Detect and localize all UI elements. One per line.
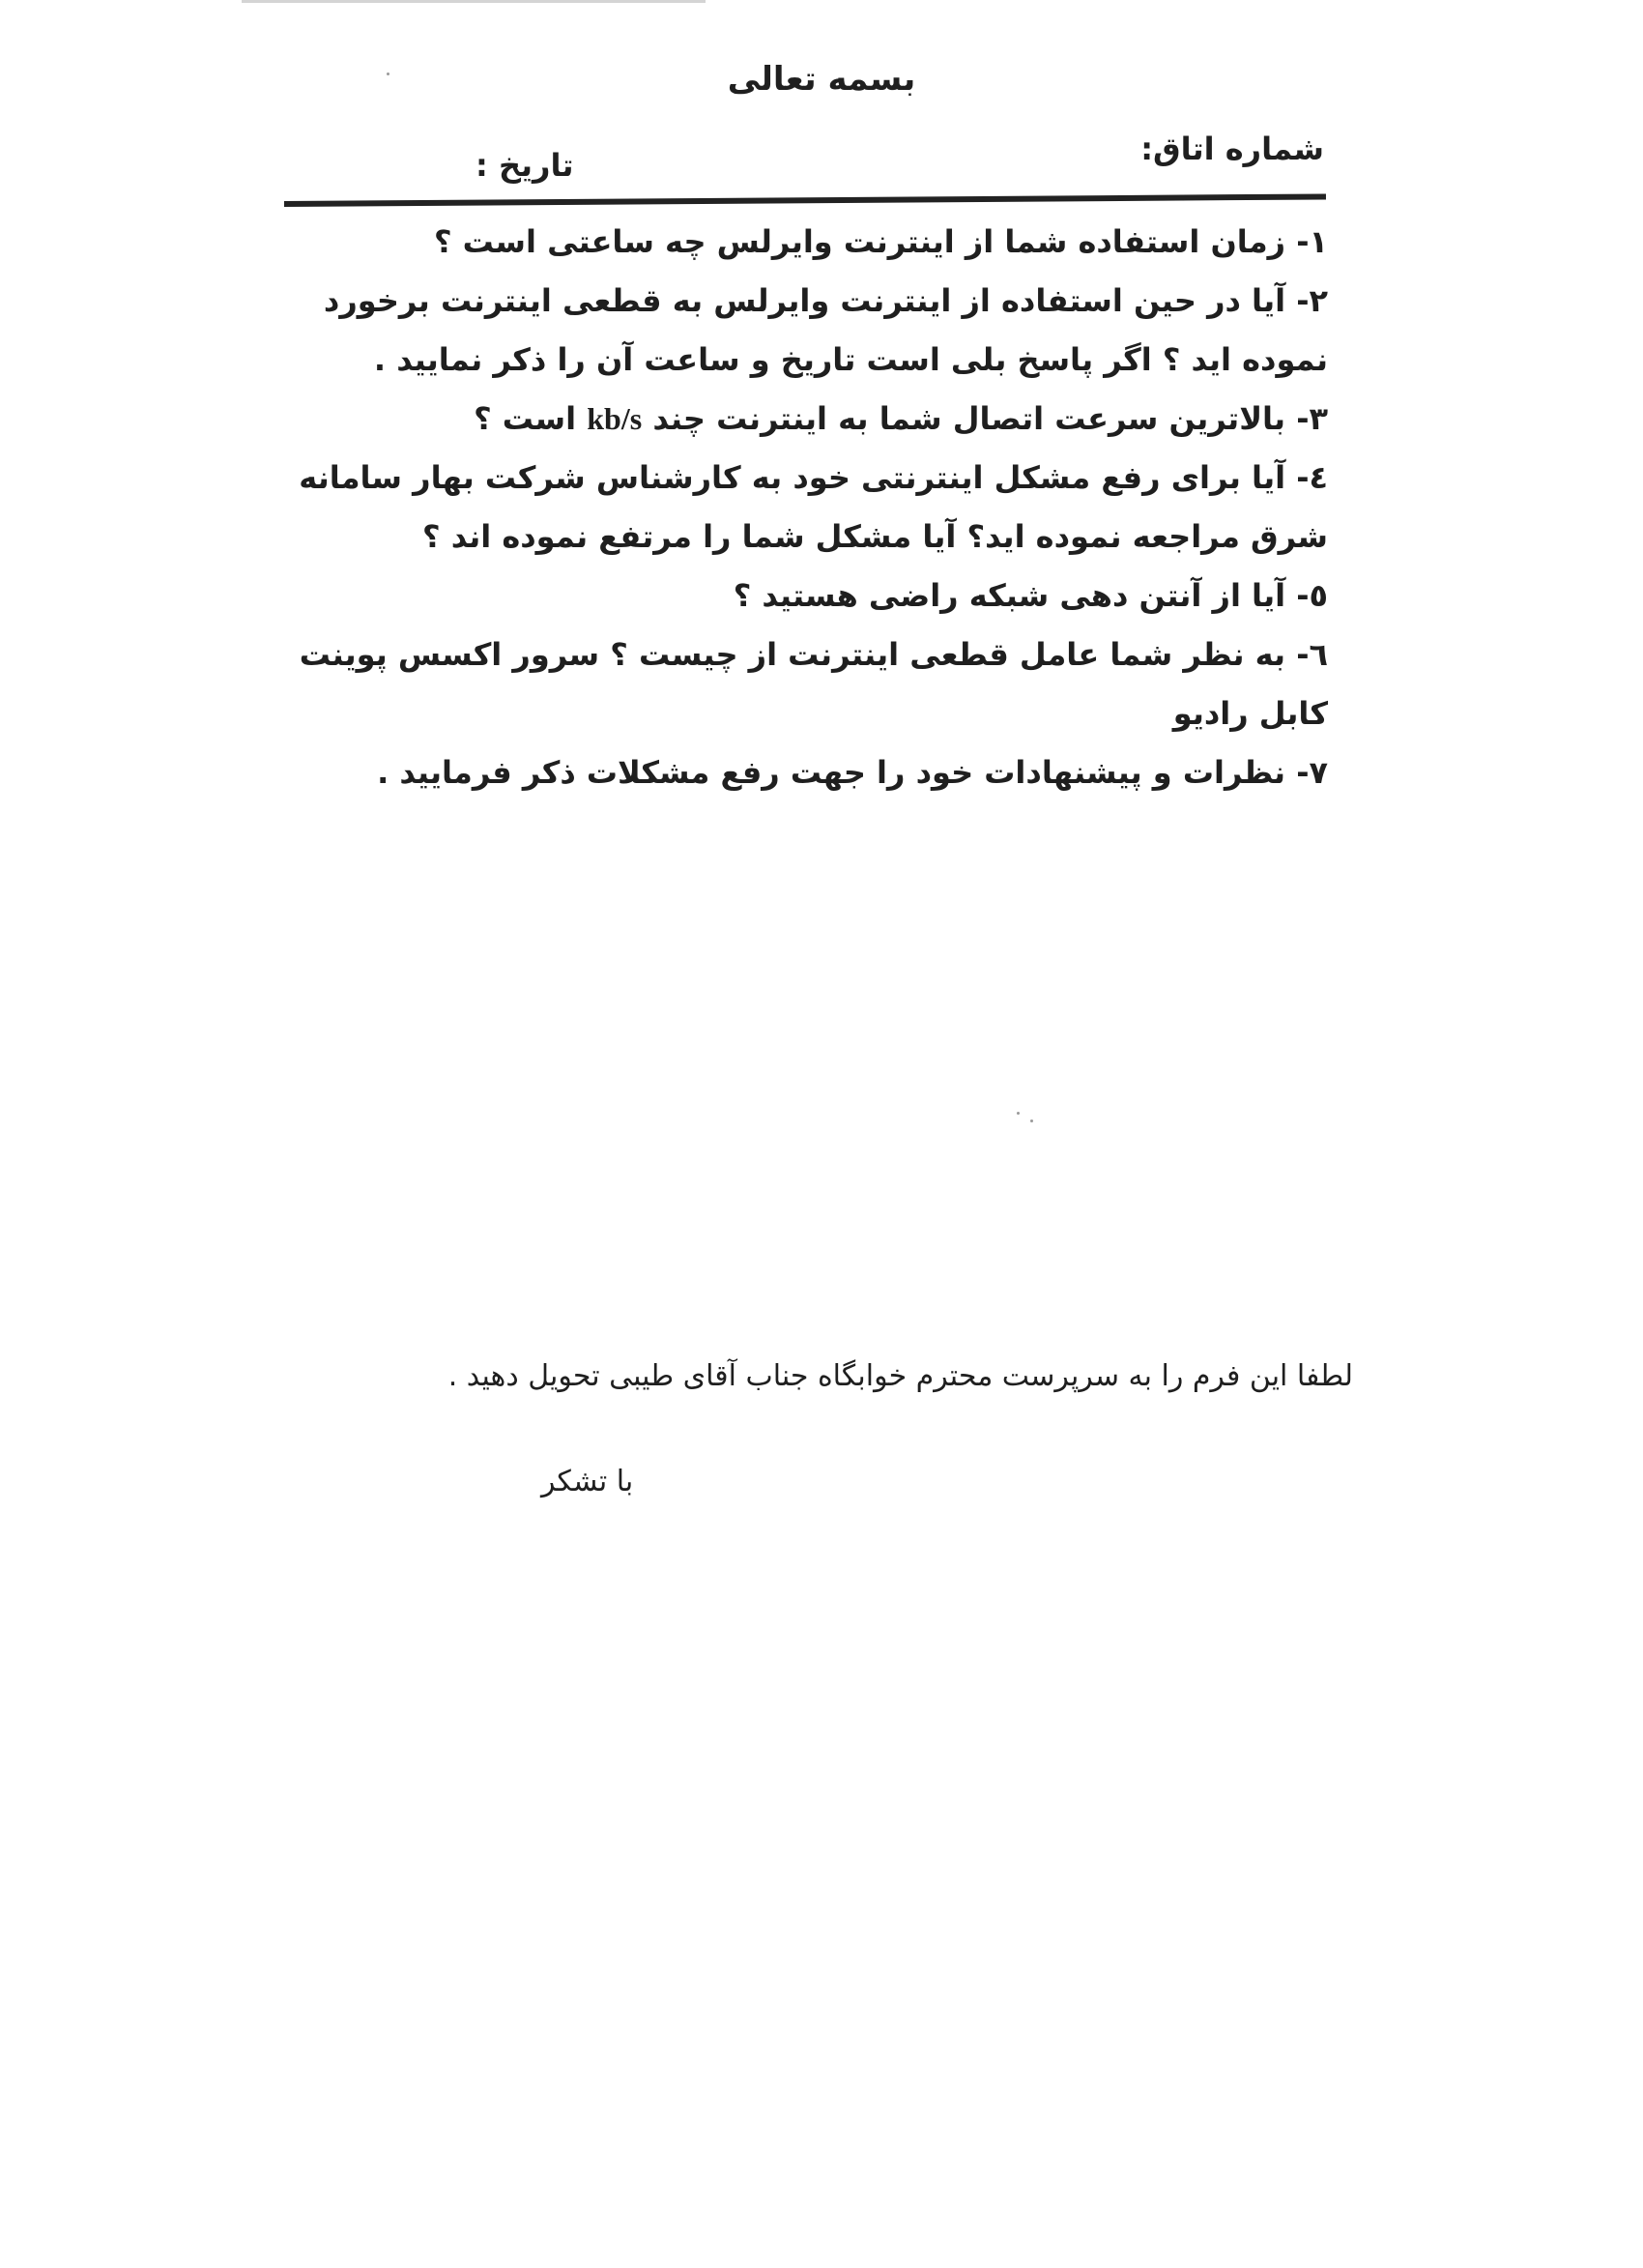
- question-item-3: [284, 390, 1328, 449]
- room-number-label: شماره اتاق:: [1140, 131, 1324, 167]
- question-item-5: [284, 567, 1328, 625]
- question-number: ۷ -: [1285, 754, 1328, 791]
- question-text-end: است ؟: [474, 400, 577, 437]
- question-item-1: [284, 213, 1328, 272]
- scan-speck: [1017, 1112, 1020, 1115]
- question-number: ٦ -: [1285, 636, 1328, 673]
- scan-speck: [1030, 1119, 1033, 1122]
- question-number: ٤ -: [1285, 459, 1328, 496]
- question-text: آیا از آنتن دهی شبکه راضی هستید ؟: [733, 577, 1286, 614]
- question-text: به نظر شما عامل قطعی اینترنت از چیست ؟ سرور اکسس پوینت کابل رادیو: [299, 636, 1328, 732]
- question-item-2: [284, 272, 1328, 390]
- submission-note: لطفا این فرم را به سرپرست محترم خوابگاه جناب آقای طیبی تحویل دهید .: [447, 1359, 1353, 1393]
- speed-unit: kb/s: [587, 401, 643, 436]
- question-number: ۳ -: [1285, 400, 1328, 437]
- date-label: تاریخ :: [476, 147, 574, 184]
- question-text: آیا در حین استفاده از اینترنت وایرلس به قطعی اینترنت برخورد نموده اید ؟ اگر پاسخ بلی است تاریخ و ساعت آن را ذکر نمایید .: [323, 282, 1328, 378]
- question-item-6: [284, 625, 1328, 743]
- question-list: [284, 213, 1328, 802]
- question-number: ۱ -: [1285, 223, 1328, 260]
- document-heading: بسمه تعالی: [727, 60, 916, 99]
- question-text: بالاترین سرعت اتصال شما به اینترنت چند: [652, 400, 1286, 437]
- header-divider: [284, 193, 1326, 207]
- question-text: آیا برای رفع مشکل اینترنتی خود به کارشناس شرکت بهار سامانه شرق مراجعه نموده اید؟ آیا مشکل شما را مرتفع نموده اند ؟: [299, 459, 1328, 555]
- question-number: ۲ -: [1285, 282, 1328, 319]
- question-item-7: [284, 743, 1328, 802]
- question-text: نظرات و پیشنهادات خود را جهت رفع مشکلات ذکر فرمایید .: [377, 754, 1286, 791]
- scan-speck: [387, 73, 389, 75]
- scan-top-edge: [242, 0, 706, 3]
- question-text: زمان استفاده شما از اینترنت وایرلس چه ساعتی است ؟: [433, 223, 1286, 260]
- question-item-4: [284, 449, 1328, 567]
- question-number: ٥ -: [1285, 577, 1328, 614]
- closing-thanks: با تشکر: [541, 1465, 634, 1498]
